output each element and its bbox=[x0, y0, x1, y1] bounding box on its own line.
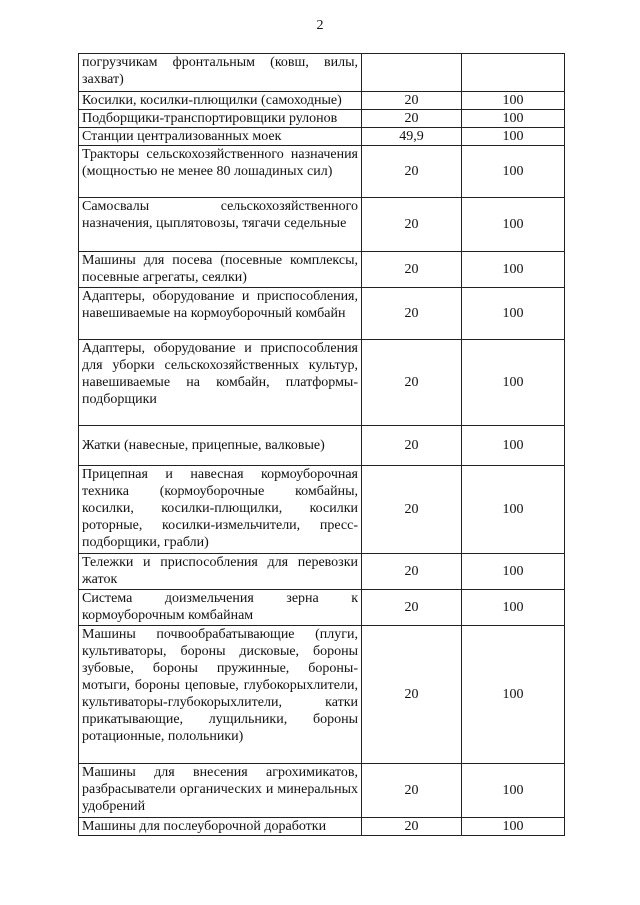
machine-type-cell: Адаптеры, оборудование и приспособления для уборки сельскохозяйственных культур, навешиваемые на комбайн, платформы-подборщики bbox=[79, 340, 362, 426]
machine-type-cell: Адаптеры, оборудование и приспособления, навешиваемые на кормоуборочный комбайн bbox=[79, 288, 362, 340]
machine-type-cell: Тракторы сельскохозяйственного назначения (мощностью не менее 80 лошадиных сил) bbox=[79, 146, 362, 198]
table-row bbox=[79, 554, 565, 590]
machine-type-cell: Тележки и приспособления для перевозки жаток bbox=[79, 554, 362, 590]
value-cell-1: 20 bbox=[362, 340, 462, 426]
table-row bbox=[79, 54, 565, 92]
value-cell-1: 20 bbox=[362, 198, 462, 252]
value-cell-2: 100 bbox=[462, 818, 565, 836]
machine-type-cell: Машины для послеуборочной доработки bbox=[79, 818, 362, 836]
table-row bbox=[79, 198, 565, 252]
value-cell-2 bbox=[462, 54, 565, 92]
value-cell-1: 49,9 bbox=[362, 128, 462, 146]
machine-type-cell: Станции централизованных моек bbox=[79, 128, 362, 146]
page-number: 2 bbox=[316, 18, 324, 33]
table-row bbox=[79, 288, 565, 340]
value-cell-1: 20 bbox=[362, 764, 462, 818]
table-row bbox=[79, 426, 565, 466]
machine-type-cell: Машины для посева (посевные комплексы, посевные агрегаты, сеялки) bbox=[79, 252, 362, 288]
value-cell-1: 20 bbox=[362, 146, 462, 198]
value-cell-2: 100 bbox=[462, 198, 565, 252]
table-row bbox=[79, 764, 565, 818]
value-cell-2: 100 bbox=[462, 590, 565, 626]
value-cell-2: 100 bbox=[462, 426, 565, 466]
value-cell-1: 20 bbox=[362, 466, 462, 554]
value-cell-1: 20 bbox=[362, 426, 462, 466]
table-row bbox=[79, 128, 565, 146]
table-row bbox=[79, 590, 565, 626]
table-row bbox=[79, 818, 565, 836]
table-row bbox=[79, 110, 565, 128]
equipment-table bbox=[78, 53, 565, 836]
machine-type-cell: Подборщики-транспортировщики рулонов bbox=[79, 110, 362, 128]
machine-type-cell: погрузчикам фронтальным (ковш, вилы, захват) bbox=[79, 54, 362, 92]
table-row bbox=[79, 466, 565, 554]
value-cell-1: 20 bbox=[362, 110, 462, 128]
table-row bbox=[79, 92, 565, 110]
machine-type-cell: Прицепная и навесная кормоуборочная техника (кормоуборочные комбайны, косилки, косилки-плющилки, косилки роторные, косилки-измельчители, пресс-подборщики, грабли) bbox=[79, 466, 362, 554]
value-cell-2: 100 bbox=[462, 554, 565, 590]
machine-type-cell: Жатки (навесные, прицепные, валковые) bbox=[79, 426, 362, 466]
value-cell-2: 100 bbox=[462, 92, 565, 110]
table-body bbox=[79, 54, 565, 836]
value-cell-1: 20 bbox=[362, 92, 462, 110]
machine-type-cell: Косилки, косилки-плющилки (самоходные) bbox=[79, 92, 362, 110]
value-cell-1 bbox=[362, 54, 462, 92]
value-cell-2: 100 bbox=[462, 252, 565, 288]
value-cell-2: 100 bbox=[462, 288, 565, 340]
value-cell-1: 20 bbox=[362, 818, 462, 836]
value-cell-1: 20 bbox=[362, 554, 462, 590]
value-cell-1: 20 bbox=[362, 626, 462, 764]
machine-type-cell: Самосвалы сельскохозяйственного назначения, цыплятовозы, тягачи седельные bbox=[79, 198, 362, 252]
table-row bbox=[79, 626, 565, 764]
value-cell-2: 100 bbox=[462, 110, 565, 128]
machine-type-cell: Машины для внесения агрохимикатов, разбрасыватели органических и минеральных удобрений bbox=[79, 764, 362, 818]
value-cell-2: 100 bbox=[462, 626, 565, 764]
value-cell-2: 100 bbox=[462, 128, 565, 146]
value-cell-2: 100 bbox=[462, 764, 565, 818]
table-row bbox=[79, 252, 565, 288]
table-row bbox=[79, 340, 565, 426]
value-cell-2: 100 bbox=[462, 340, 565, 426]
value-cell-1: 20 bbox=[362, 288, 462, 340]
table-row bbox=[79, 146, 565, 198]
machine-type-cell: Система доизмельчения зерна к кормоуборочным комбайнам bbox=[79, 590, 362, 626]
value-cell-2: 100 bbox=[462, 466, 565, 554]
machine-type-cell: Машины почвообрабатывающие (плуги, культиваторы, бороны дисковые, бороны зубовые, бороны пружинные, бороны-мотыги, бороны цеповые, глубокорыхлители, культиваторы-глубокорыхлители, катки прикатывающие, лущильники, бороны ротационные, полольники) bbox=[79, 626, 362, 764]
value-cell-1: 20 bbox=[362, 252, 462, 288]
value-cell-2: 100 bbox=[462, 146, 565, 198]
value-cell-1: 20 bbox=[362, 590, 462, 626]
